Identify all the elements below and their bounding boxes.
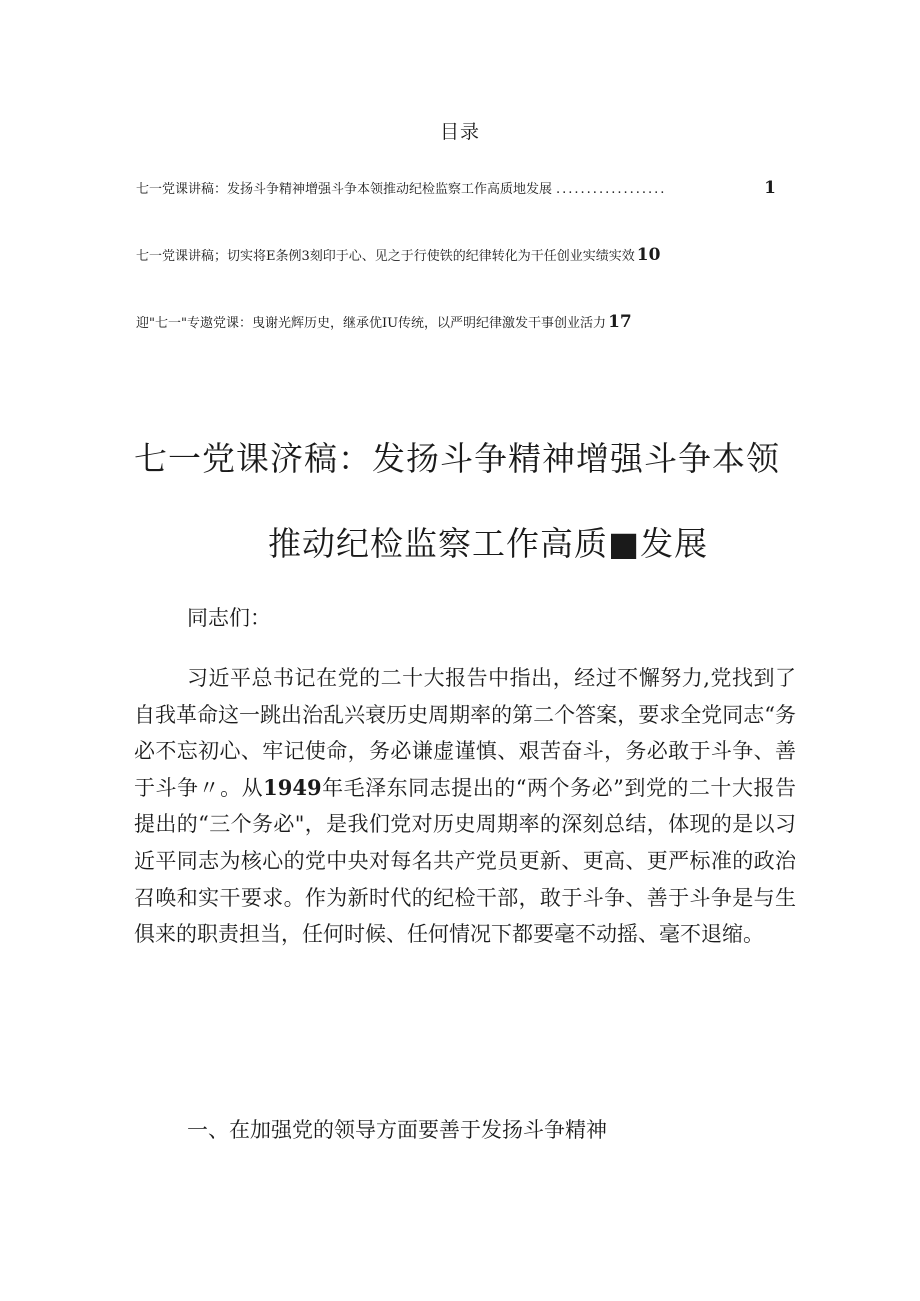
toc-entry-3[interactable] (136, 312, 632, 332)
paragraph-text: 习近平总书记在党的二十大报告中指出，经过不懈努力,党找到了自我革命这一跳出治乱兴衰历史周期率的第二个答案，要求全党同志“务必不忘初心、牢记使命，务必谦虚谨慎、艰苦奋斗，务必敢于斗争、善于斗争〃。从 (134, 666, 796, 800)
body-paragraph (134, 660, 796, 953)
toc-entry-text: 七一党课讲稿；切实将E条例3刻印于心、见之于行使铁的纪律转化为干任创业实绩实效 (136, 249, 635, 264)
toc-entry-page-number: 10 (636, 245, 661, 265)
document-title-line-1: 七一党课济稿：发扬斗争精神增强斗争本领 (134, 439, 780, 478)
toc-title: 目录 (439, 121, 480, 143)
paragraph-text: 年毛泽东同志提出的“两个务必”到党的二十大报告提出的“三个务必"，是我们党对历史周期率的深刻总结，体现的是以习近平同志为核心的党中央对每名共产党员更新、更高、更严标准的政治召唤和实干要求。作为新时代的纪检干部，敢于斗争、善于斗争是与生俱来的职责担当，任何时候、任何情况下都要毫不动摇、毫不退缩。 (134, 775, 796, 947)
toc-entry-text: 迎"七一"专遨党课：曳谢光辉历史，继承优IU传统，以严明纪律激发干事创业活力 (136, 316, 607, 331)
salutation: 同志们： (187, 606, 271, 630)
toc-entry-text: 七一党课讲稿：发扬斗争精神增强斗争本领推动纪检监察工作高质地发展 (136, 182, 553, 197)
toc-entry-page-number: 17 (608, 312, 632, 332)
toc-entry-2[interactable] (136, 245, 660, 265)
document-title-line-2: 推动纪检监察工作高质■发展 (268, 524, 709, 563)
toc-entry-1[interactable] (136, 178, 776, 198)
toc-entry-leader-dots: .................. (556, 182, 667, 197)
toc-entry-page-number: 1 (764, 178, 776, 198)
paragraph-year: 1949 (263, 774, 322, 800)
section-heading: 一、在加强党的领导方面要善于发扬斗争精神 (187, 1118, 607, 1142)
